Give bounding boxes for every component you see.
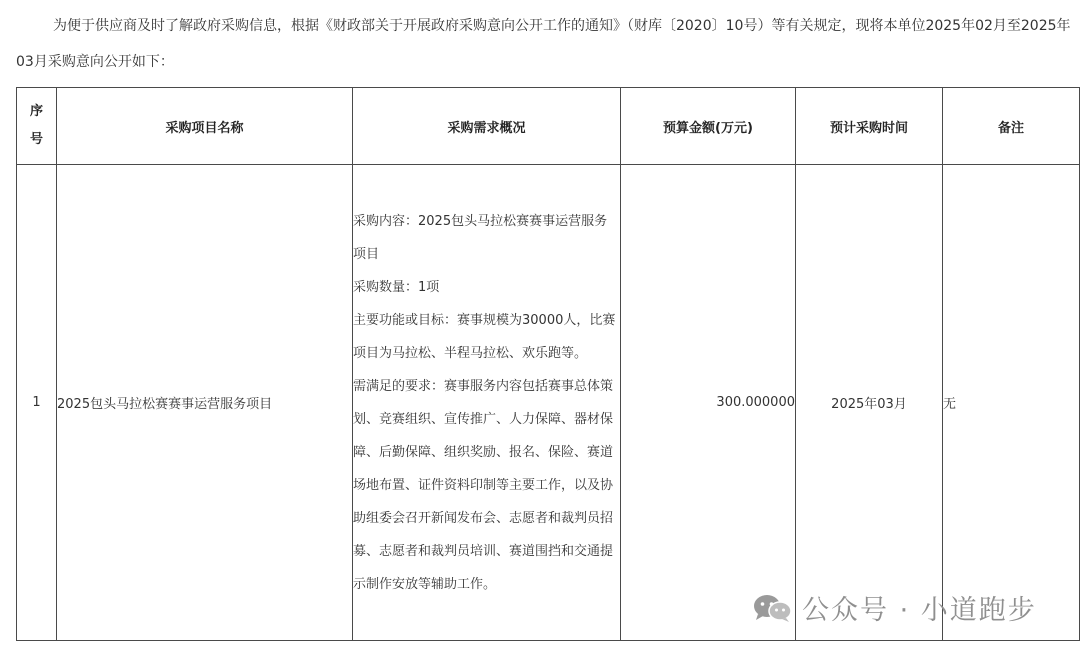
cell-requirement-summary bbox=[353, 165, 621, 641]
table-row bbox=[17, 165, 1080, 641]
header-budget: 预算金额(万元) bbox=[621, 88, 796, 165]
cell-seq: 1 bbox=[17, 165, 57, 641]
header-seq-line2: 号 bbox=[29, 132, 43, 147]
header-procurement-time: 预计采购时间 bbox=[796, 88, 943, 165]
desc-goal: 主要功能或目标：赛事规模为30000人，比赛项目为马拉松、半程马拉松、欢乐跑等。 bbox=[353, 312, 616, 361]
intro-paragraph: 为便于供应商及时了解政府采购信息，根据《财政部关于开展政府采购意向公开工作的通知》（财库〔2020〕10号）等有关规定，现将本单位2025年02月至2025年03月采购意向公开如下： bbox=[16, 18, 1071, 70]
header-seq-line1: 序 bbox=[29, 104, 43, 119]
cell-project-name: 2025包头马拉松赛赛事运营服务项目 bbox=[57, 165, 353, 641]
table-header-row bbox=[17, 88, 1080, 165]
desc-requirements: 需满足的要求：赛事服务内容包括赛事总体策划、竞赛组织、宣传推广、人力保障、器材保障、后勤保障、组织奖励、报名、保险、赛道场地布置、证件资料印制等主要工作，以及协助组委会召开新闻发布会、志愿者和裁判员招募、志愿者和裁判员培训、赛道围挡和交通提示制作安放等辅助工作。 bbox=[353, 378, 614, 592]
wechat-icon bbox=[752, 593, 794, 623]
header-remark: 备注 bbox=[943, 88, 1080, 165]
watermark bbox=[752, 588, 1037, 627]
header-project-name: 采购项目名称 bbox=[57, 88, 353, 165]
cell-remark: 无 bbox=[943, 165, 1080, 641]
cell-procurement-time: 2025年03月 bbox=[796, 165, 943, 641]
watermark-text: 公众号 · 小道跑步 bbox=[802, 595, 1037, 626]
header-seq bbox=[17, 88, 57, 165]
cell-budget: 300.000000 bbox=[621, 165, 796, 641]
desc-content: 采购内容：2025包头马拉松赛赛事运营服务项目 bbox=[353, 213, 608, 262]
desc-quantity: 采购数量：1项 bbox=[353, 279, 440, 295]
procurement-table bbox=[16, 87, 1080, 641]
header-requirement-summary: 采购需求概况 bbox=[353, 88, 621, 165]
